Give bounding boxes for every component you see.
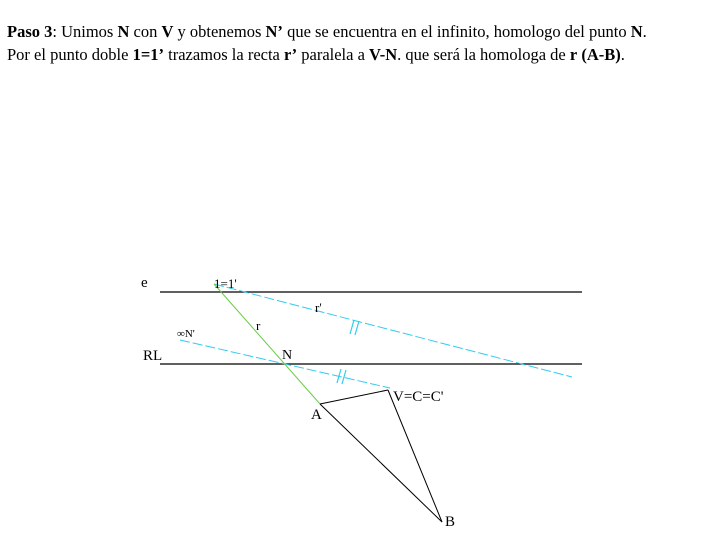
text: con (129, 22, 162, 41)
text: Por el punto doble (7, 44, 133, 64)
text: . (620, 44, 625, 64)
line-r-prime: r’ (284, 44, 298, 64)
parallel-mark-top (350, 320, 359, 335)
text: . (642, 22, 647, 41)
label-rl: RL (143, 348, 163, 364)
text: . que será la homologa de (397, 44, 570, 64)
label-n: N (282, 348, 293, 363)
segment-vn: V-N (369, 44, 398, 64)
segment-a-b (320, 404, 442, 522)
segment-ab: (A-B) (581, 44, 621, 64)
line-r-prime (214, 284, 572, 377)
point-n-prime: N’ (265, 22, 283, 41)
label-r-prime: r' (315, 300, 322, 315)
text: trazamos la recta (163, 44, 284, 64)
double-point: 1=1’ (132, 44, 164, 64)
line-r (214, 284, 320, 404)
segment-a-v (320, 390, 388, 404)
label-v-c-c: V=C=C' (393, 389, 444, 405)
text: y obtenemos (173, 22, 266, 41)
label-n-inf: ∞N' (177, 328, 195, 340)
text: : Unimos (52, 22, 118, 41)
label-a: A (311, 407, 322, 423)
line-r: r (569, 44, 578, 64)
point-n: N (630, 22, 643, 41)
label-b: B (445, 514, 456, 530)
label-e: e (141, 275, 148, 291)
label-r: r (256, 318, 261, 333)
text: que se encuentra en el infinito, homologo del punto (282, 22, 631, 41)
point-v: V (161, 22, 174, 41)
label-1-1prime: 1=1' (214, 276, 237, 291)
point-n: N (117, 22, 130, 41)
text: paralela a (297, 44, 370, 64)
segment-v-b (388, 390, 442, 522)
step-title: Paso 3 (7, 22, 53, 41)
